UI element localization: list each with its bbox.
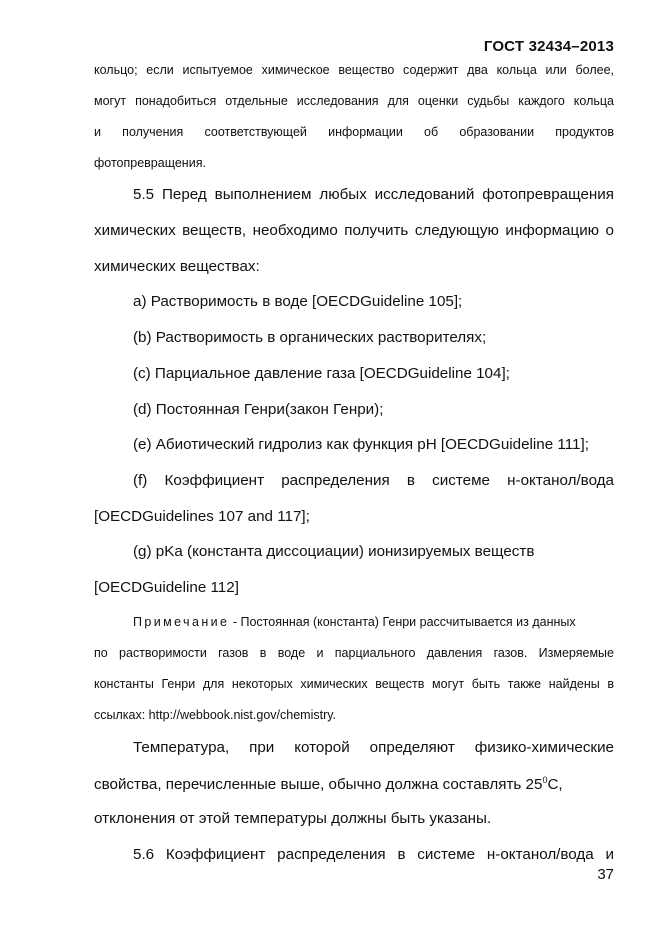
list-item-b: (b) Растворимость в органических растворителях; — [133, 329, 487, 346]
list-item-f-line-1: (f) Коэффициент распределения в системе н-октанол/вода — [133, 472, 614, 489]
para1-line-4: фотопревращения. — [94, 156, 206, 170]
note-line-3: константы Генри для некоторых химических веществ могут быть также найдены в — [94, 677, 614, 691]
para4-line-1: 5.6 Коэффициент распределения в системе н-октанол/вода и — [133, 846, 614, 863]
note-line-4: ссылках: http://webbook.nist.gov/chemistry. — [94, 708, 337, 722]
list-item-e: (е) Абиотический гидролиз как функция рН [OECDGuideline 111]; — [133, 436, 589, 453]
list-item-g-line-2: [OECDGuideline 112] — [94, 579, 239, 596]
list-item-f-line-2: [OECDGuidelines 107 and 117]; — [94, 508, 310, 525]
para2-line-2: химических веществ, необходимо получить следующую информацию о — [94, 222, 614, 239]
para2-line-3: химических веществах: — [94, 258, 260, 275]
para1-line-2: могут понадобиться отдельные исследования для оценки судьбы каждого кольца — [94, 94, 614, 108]
list-item-a: а) Растворимость в воде [OECDGuideline 105]; — [133, 293, 463, 310]
note-label: Примечание — [133, 615, 230, 629]
para3-line-1: Температура, при которой определяют физико-химические — [133, 739, 614, 756]
celsius-unit: С, — [547, 776, 563, 793]
para2-line-1: 5.5 Перед выполнением любых исследований фотопревращения — [133, 186, 614, 203]
para3-line-2 — [94, 775, 614, 793]
list-item-g-line-1: (g) pKa (константа диссоциации) ионизируемых веществ — [133, 543, 535, 560]
para1-line-1: кольцо; если испытуемое химическое вещество содержит два кольца или более, — [94, 63, 614, 77]
list-item-c: (с) Парциальное давление газа [OECDGuideline 104]; — [133, 365, 510, 382]
note-line-1 — [133, 615, 614, 629]
standard-header: ГОСТ 32434–2013 — [483, 38, 614, 55]
note-line-2: по растворимости газов в воде и парциального давления газов. Измеряемые — [94, 646, 614, 660]
note-text-1: - Постоянная (константа) Генри рассчитывается из данных — [229, 615, 576, 629]
para1-line-3: и получения соответствующей информации об образовании продуктов — [94, 125, 614, 139]
page-number: 37 — [597, 866, 614, 883]
para3-line-3: отклонения от этой температуры должны быть указаны. — [94, 810, 492, 827]
list-item-d: (d) Постоянная Генри(закон Генри); — [133, 401, 384, 418]
para3-line-2-text: свойства, перечисленные выше, обычно должна составлять 25 — [94, 776, 543, 793]
degree-superscript: 0 — [542, 775, 548, 785]
